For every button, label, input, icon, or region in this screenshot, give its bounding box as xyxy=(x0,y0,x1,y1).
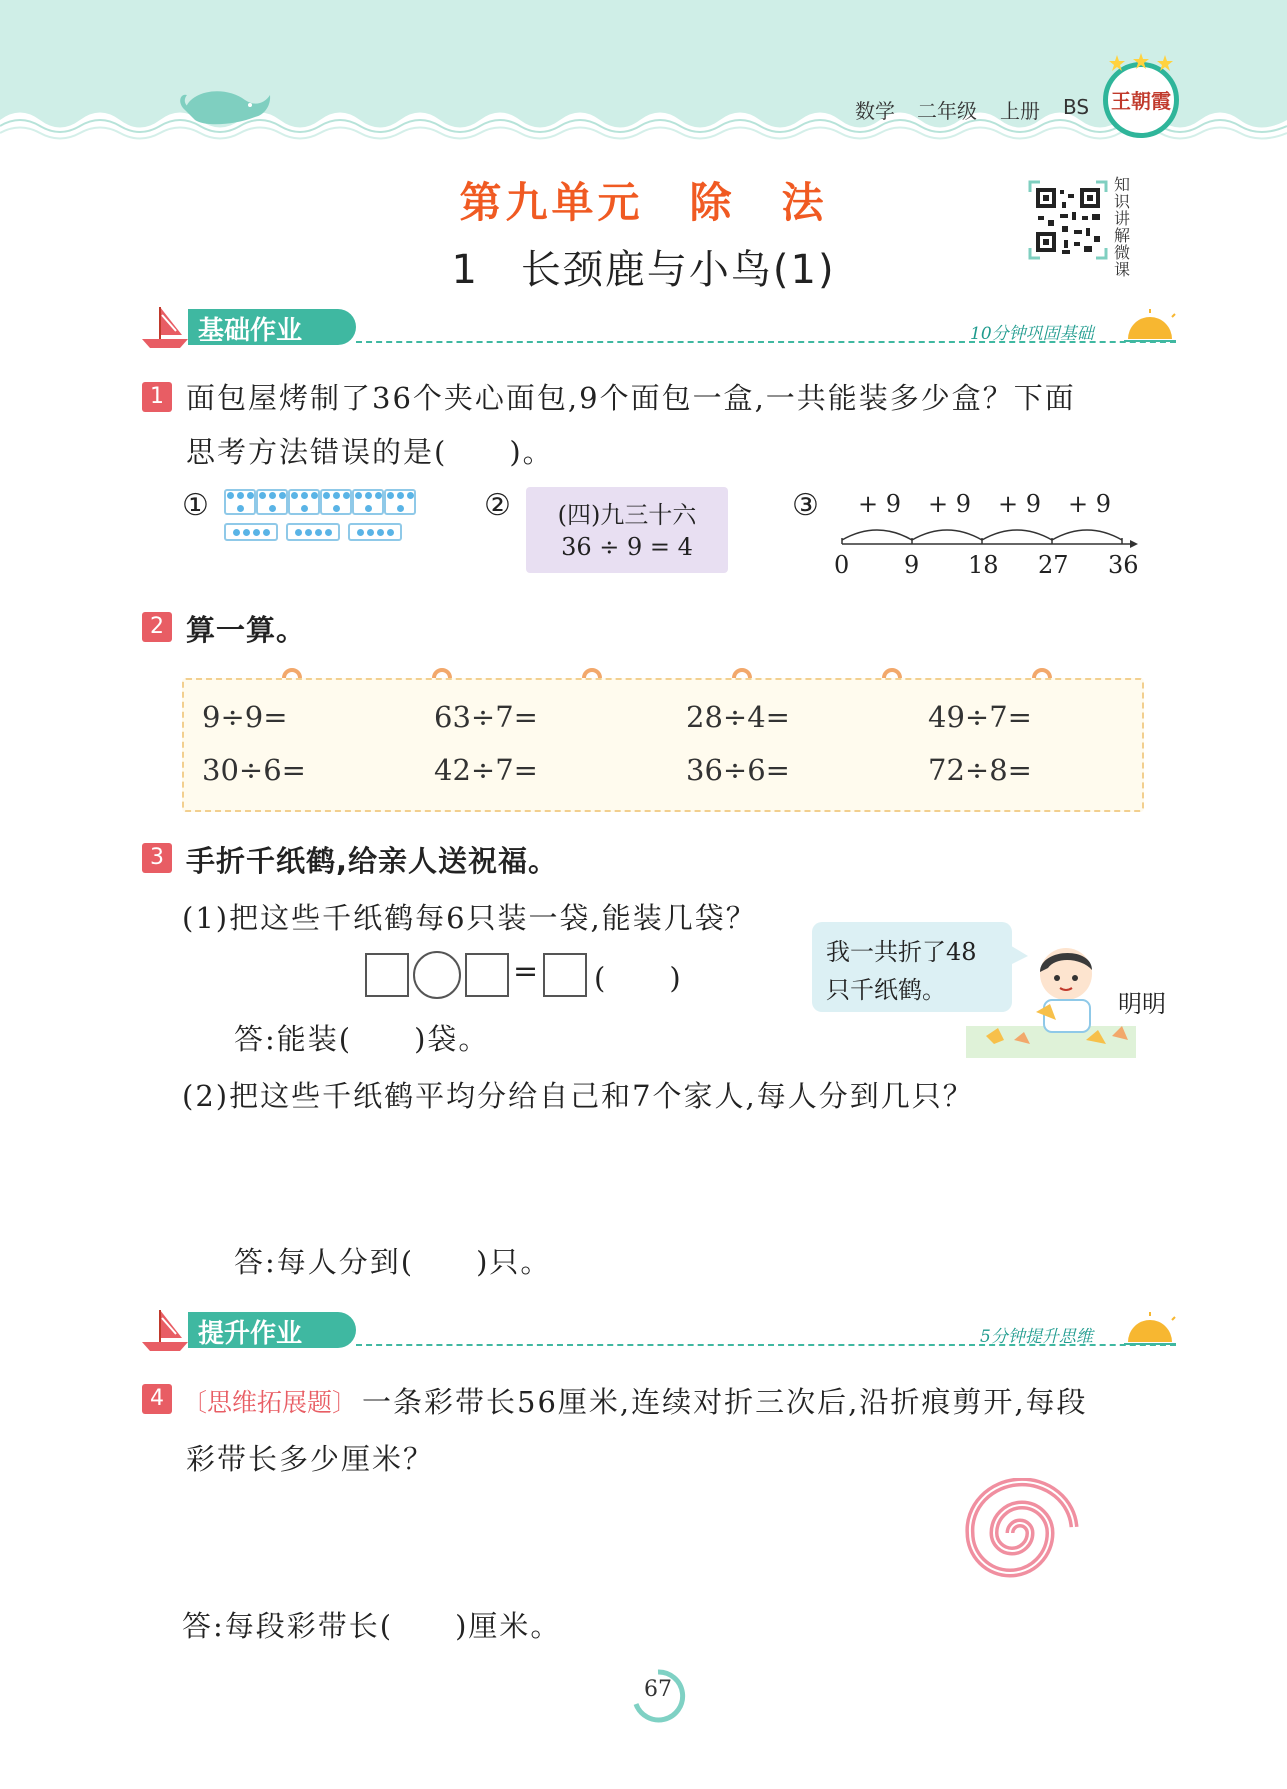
q4-text-line2: 彩带长多少厘米？ xyxy=(186,1442,435,1476)
q1-option-1-marker: ① xyxy=(182,488,209,523)
boy-illustration-icon xyxy=(966,940,1136,1058)
q1-option-2-rhyme: (四)九三十六 xyxy=(557,501,697,529)
q3-part1: (1)把这些千纸鹤每6只装一袋,能装几袋？ xyxy=(182,901,757,935)
q3-answer-2: 答:每人分到( )只。 xyxy=(234,1245,552,1279)
ribbon-spiral-icon xyxy=(955,1478,1085,1588)
calc-item: 63÷7= xyxy=(434,700,538,734)
question-number-3: 3 xyxy=(142,843,172,873)
bread-box xyxy=(384,489,416,515)
bubble-line-1: 我一共折了48 xyxy=(826,938,977,966)
bread-box xyxy=(224,523,278,541)
speaker-name: 明明 xyxy=(1118,990,1166,1018)
question-number-4: 4 xyxy=(142,1384,172,1414)
q1-jump-label: + 9 xyxy=(998,490,1042,518)
q1-jump-label: + 9 xyxy=(1068,490,1112,518)
calc-item: 30÷6= xyxy=(202,753,306,787)
q1-jump-label: + 9 xyxy=(858,490,902,518)
q1-option-3-marker: ③ xyxy=(792,488,819,523)
sun-icon xyxy=(1120,1310,1180,1346)
bread-box xyxy=(348,523,402,541)
bread-box xyxy=(286,523,340,541)
calc-box xyxy=(182,678,1144,812)
q2-title: 算一算。 xyxy=(186,613,307,647)
q3-answer-1: 答:能装( )袋。 xyxy=(234,1022,490,1056)
unit-title: 第九单元 除 法 xyxy=(459,178,828,227)
qr-label: 知识讲解微课 xyxy=(1114,175,1131,279)
q4-text-line1: 一条彩带长56厘米,连续对折三次后,沿折痕剪开,每段 xyxy=(362,1385,1088,1419)
bread-box xyxy=(352,489,384,515)
q4-answer: 答:每段彩带长( )厘米。 xyxy=(182,1609,562,1643)
calc-item: 42÷7= xyxy=(434,753,538,787)
sailboat-icon xyxy=(140,1308,190,1353)
brand-name: 王朝霞 xyxy=(1111,89,1171,113)
sailboat-icon xyxy=(140,305,190,350)
q3-title: 手折千纸鹤,给亲人送祝福。 xyxy=(186,844,559,878)
unit-blank[interactable]: ( ) xyxy=(594,961,683,995)
section-advanced-hint: 5分钟提升思维 xyxy=(980,1327,1093,1347)
q1-text-line2: 思考方法错误的是( )。 xyxy=(186,435,554,469)
star-icon xyxy=(1103,53,1179,71)
bread-box xyxy=(256,489,288,515)
q1-number-line xyxy=(830,520,1140,550)
question-number-2: 2 xyxy=(142,612,172,642)
section-basic-label: 基础作业 xyxy=(198,316,303,346)
q1-tick-label: 0 xyxy=(834,551,850,579)
whale-icon xyxy=(175,75,275,135)
q1-tick-label: 36 xyxy=(1108,551,1139,579)
calc-item: 72÷8= xyxy=(928,753,1032,787)
header-edition: BS xyxy=(1063,95,1090,119)
answer-box[interactable] xyxy=(365,953,409,997)
section-basic-hint: 10分钟巩固基础 xyxy=(970,324,1094,344)
q1-option-2-equation: 36 ÷ 9 = 4 xyxy=(561,533,693,561)
operator-circle[interactable] xyxy=(413,951,461,999)
bubble-line-2: 只千纸鹤。 xyxy=(826,976,946,1004)
answer-box[interactable] xyxy=(465,953,509,997)
calc-item: 28÷4= xyxy=(686,700,790,734)
bread-box xyxy=(224,489,256,515)
header-subject: 数学 xyxy=(855,99,895,123)
bread-box xyxy=(320,489,352,515)
bread-box xyxy=(288,489,320,515)
calc-item: 49÷7= xyxy=(928,700,1032,734)
page-number: 67 xyxy=(644,1677,672,1702)
equals-sign: = xyxy=(513,954,539,989)
q1-text-line1: 面包屋烤制了36个夹心面包,9个面包一盒,一共能装多少盒？下面 xyxy=(186,381,1076,415)
q4-tag: 〔思维拓展题〕 xyxy=(182,1388,358,1417)
header-volume: 上册 xyxy=(1000,99,1040,123)
q1-tick-label: 9 xyxy=(904,551,920,579)
q1-option-2-box xyxy=(526,487,728,573)
q1-tick-label: 18 xyxy=(968,551,999,579)
header-grade: 二年级 xyxy=(917,99,977,123)
q1-bread-diagram xyxy=(224,489,420,547)
section-advanced-label: 提升作业 xyxy=(198,1319,303,1349)
q1-jump-label: + 9 xyxy=(928,490,972,518)
q1-tick-label: 27 xyxy=(1038,551,1069,579)
calc-item: 9÷9= xyxy=(202,700,288,734)
sun-icon xyxy=(1120,307,1180,343)
question-number-1: 1 xyxy=(142,382,172,412)
brand-logo xyxy=(1103,62,1179,138)
lesson-title: 1 长颈鹿与小鸟(1) xyxy=(451,247,836,293)
calc-item: 36÷6= xyxy=(686,753,790,787)
q3-part2: (2)把这些千纸鹤平均分给自己和7个家人,每人分到几只？ xyxy=(182,1079,974,1113)
answer-box[interactable] xyxy=(543,953,587,997)
section-basic-banner xyxy=(140,305,1180,350)
q1-option-2-marker: ② xyxy=(484,488,511,523)
section-advanced-banner xyxy=(140,1308,1180,1353)
